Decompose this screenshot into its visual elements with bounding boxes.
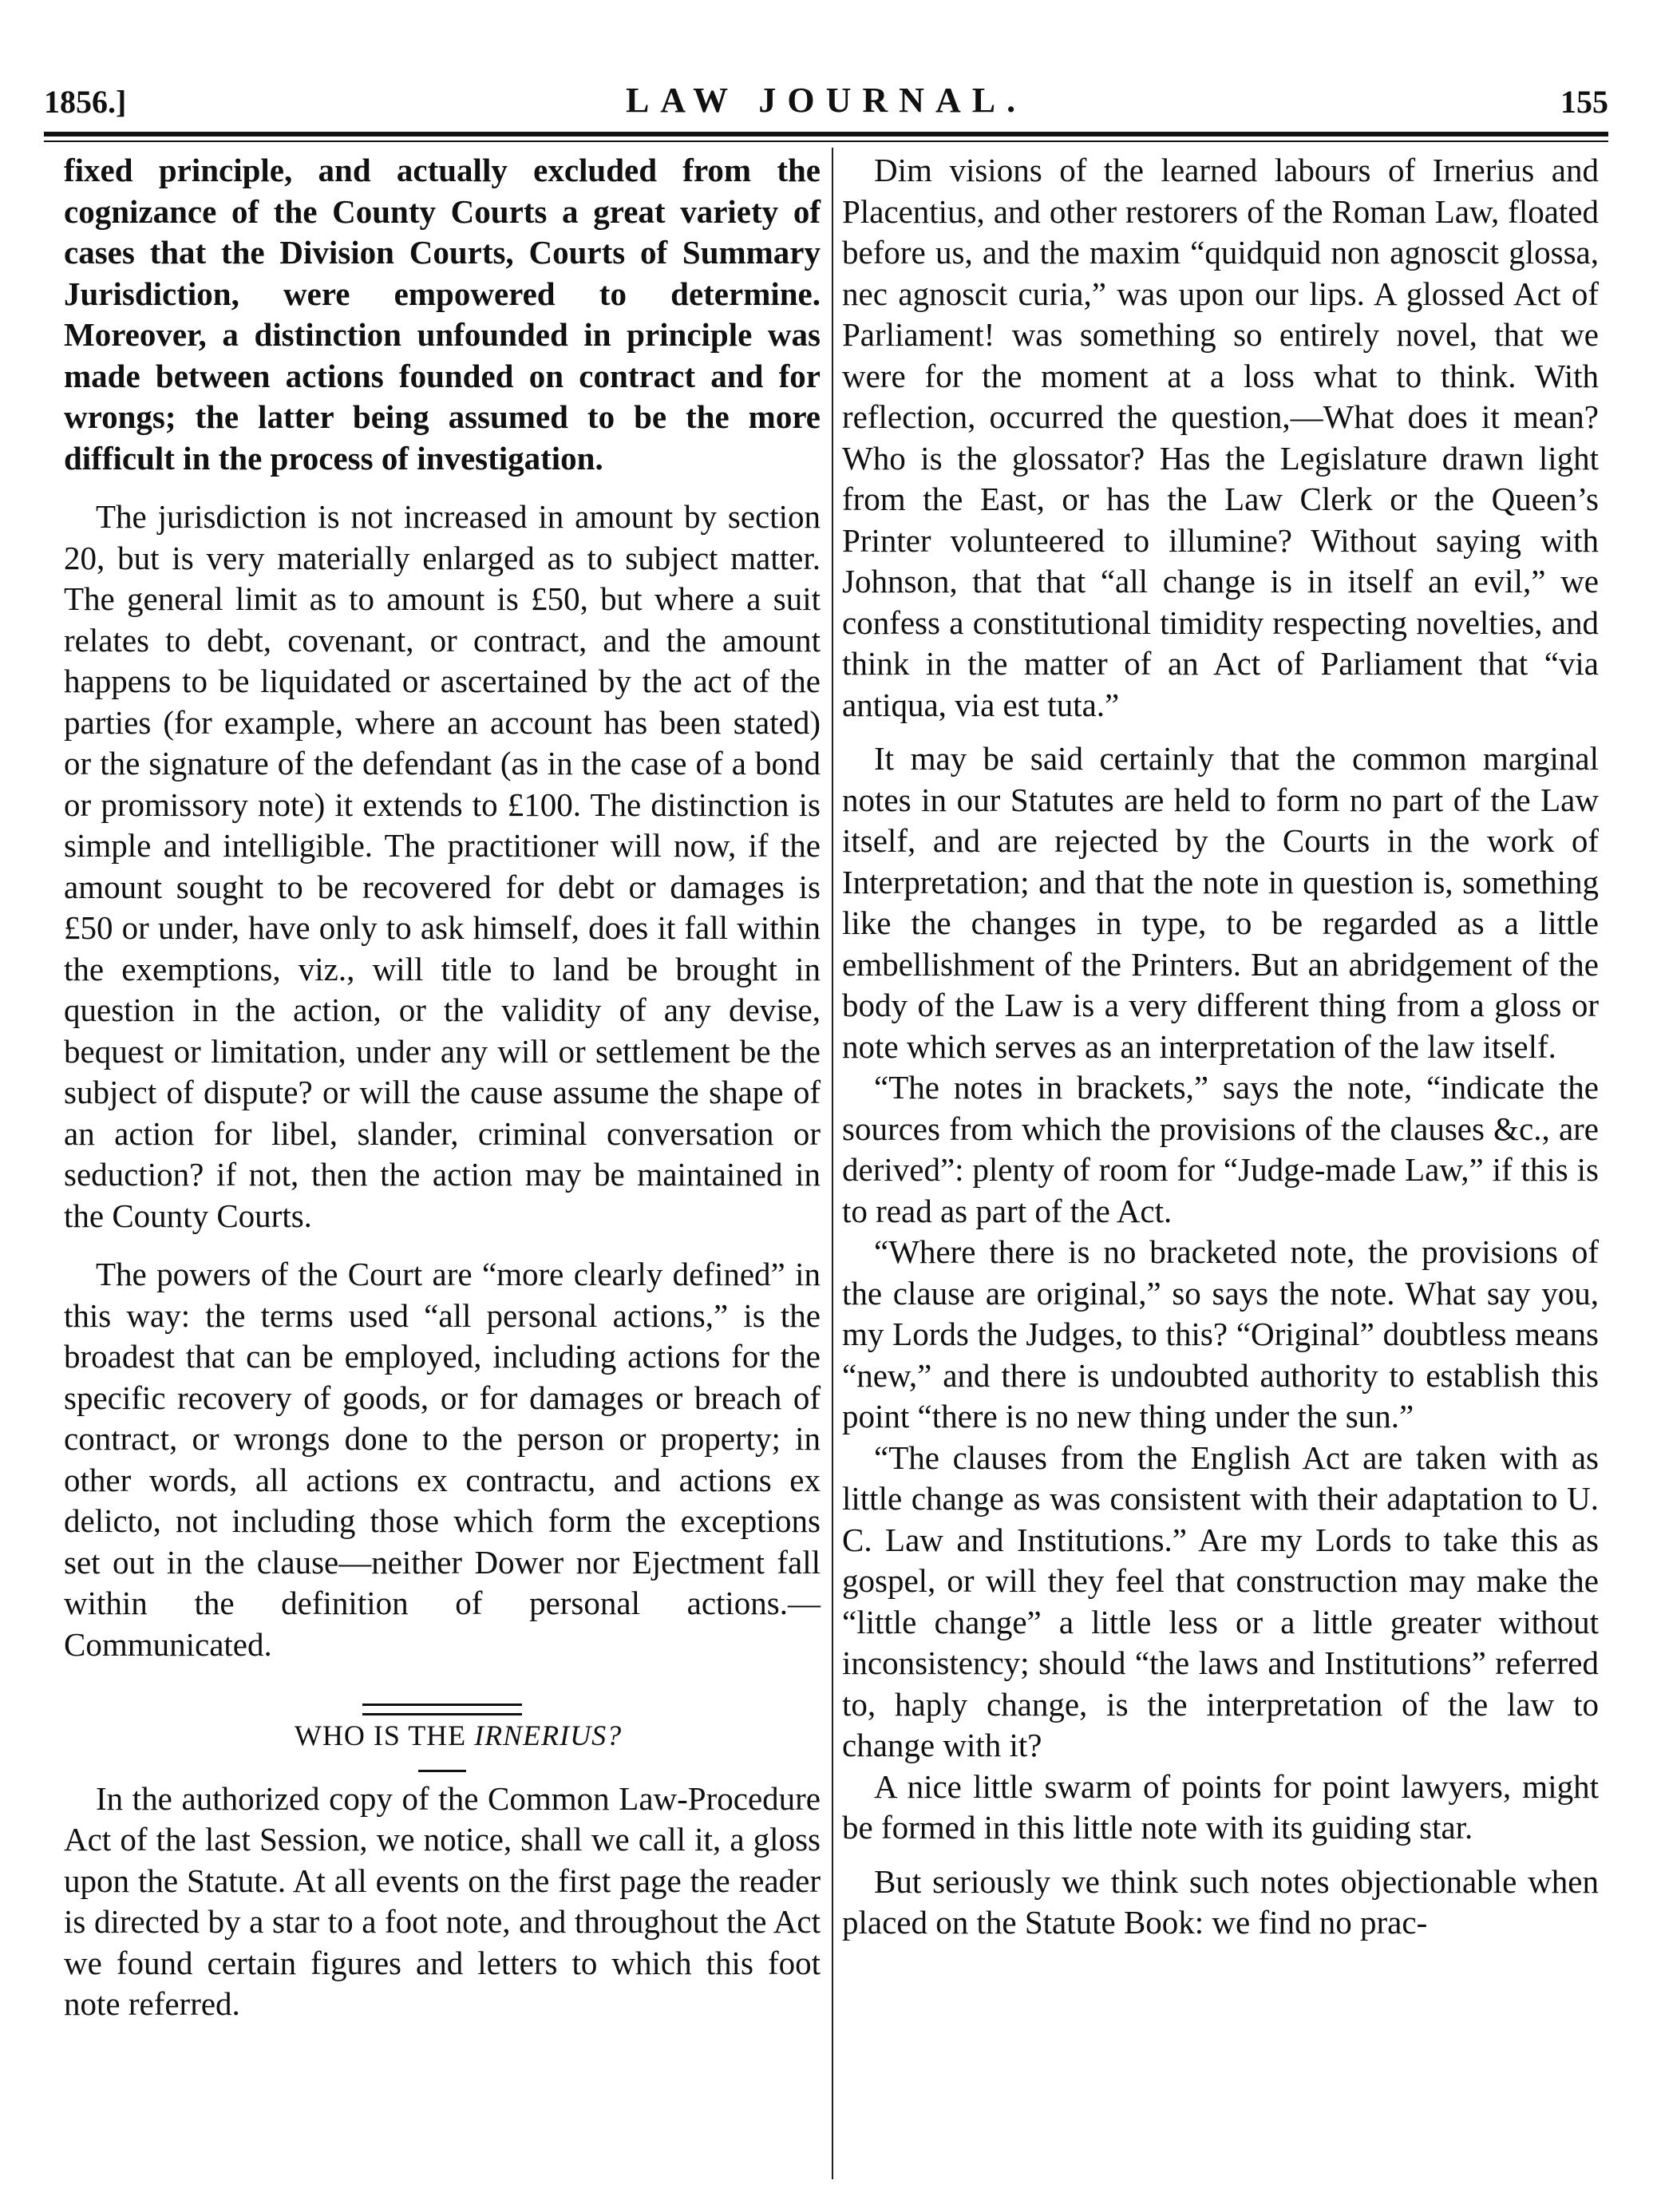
right-paragraph-5: “The clauses from the English Act are taken with as little change as was consistent with their adaptation to U. C. Law and Institutions.” Are my Lords to take this as gospel, or will they feel that construction may make the “little change” a little less or a little greater without inconsistency; should “the laws and Institutions” referred to, haply change, is the interpretation of the law to change with it?: [842, 1438, 1599, 1763]
section-title-underline: [418, 1770, 466, 1772]
section-title-prefix: WHO IS THE: [294, 1719, 475, 1751]
header-rule-thin: [44, 140, 1608, 142]
section-title-name: IRNERIUS?: [474, 1719, 623, 1751]
left-paragraph-2: The jurisdiction is not increased in amount by section 20, but is very materially enlarged as to subject matter. The general limit as to amount is £50, but where a suit relates to debt, covenant, or contract, and the amount happens to be liquidated or ascertained by the act of the parties (for example, where an account has been stated) or the signature of the defendant (as in the case of a bond or promissory note) it extends to £100. The distinction is simple and intelligible. The practitioner will now, if the amount sought to be recovered for debt or damages is £50 or under, have only to ask himself, does it fall within the exemptions, viz., will title to land be brought in question in the action, or the validity of any devise, bequest or limitation, under any will or settlement be the subject of dispute? or will the cause assume the shape of an action for libel, slander, criminal conversation or seduction? if not, then the action may be maintained in the County Courts.: [64, 498, 821, 1234]
right-paragraph-6: A nice little swarm of points for point lawyers, might be formed in this little note with its guiding star.: [842, 1767, 1599, 1846]
section-separator: [362, 1704, 522, 1715]
left-paragraph-1: fixed principle, and actually excluded from the cognizance of the County Courts a great variety of cases that the Division Courts, Courts of Summary Jurisdiction, were empowered to determine. Moreover, a distinction unfounded in principle was made between actions founded on contract and for wrongs; the latter being assumed to be the more difficult in the process of investigation.: [64, 152, 821, 477]
right-paragraph-1: Dim visions of the learned labours of Irnerius and Placentius, and other restorers of the Roman Law, floated before us, and the maxim “quidquid non agnoscit glossa, nec agnoscit curia,” was upon our lips. A glossed Act of Parliament! was something so entirely novel, that we were for the moment at a loss what to think. With reflection, occurred the question,—What does it mean? Who is the glossator? Has the Legislature drawn light from the East, or has the Law Clerk or the Queen’s Printer volunteered to illumine? Without saying with Johnson, that that “all change is in itself an evil,” we confess a constitutional timidity respecting novelties, and think in the matter of an Act of Parliament that “via antiqua, via est tuta.”: [842, 152, 1599, 723]
page-number: 155: [1560, 84, 1608, 120]
right-column: [842, 150, 1599, 1944]
left-paragraph-4: In the authorized copy of the Common Law-Procedure Act of the last Session, we notice, shall we call it, a gloss upon the Statute. At all events on the first page the reader is directed by a star to a foot note, and throughout the Act we found certain figures and letters to which this foot note referred.: [64, 1779, 821, 2022]
running-header: [44, 77, 1608, 125]
section-title: [64, 1715, 821, 1757]
header-rule-thick: [44, 132, 1608, 137]
column-divider: [832, 148, 833, 2179]
left-paragraph-3: The powers of the Court are “more clearly defined” in this way: the terms used “all personal actions,” is the broadest that can be employed, including actions for the specific recovery of goods, or for damages or breach of contract, or wrongs done to the person or property; in other words, all actions ex contractu, and actions ex delicto, not including those which form the exceptions set out in the clause—neither Dower nor Ejectment fall within the definition of personal actions.—Communicated.: [64, 1256, 821, 1663]
right-paragraph-7: But seriously we think such notes objectionable when placed on the Statute Book: we find no prac-: [842, 1862, 1599, 1941]
header-year: 1856.]: [44, 84, 127, 120]
left-column: [64, 150, 821, 2025]
header-title: LAW JOURNAL.: [625, 81, 1027, 120]
right-paragraph-3: “The notes in brackets,” says the note, “indicate the sources from which the provisions of the clauses &c., are derived”: plenty of room for “Judge-made Law,” if this is to read as part of the Act.: [842, 1069, 1599, 1229]
right-paragraph-4: “Where there is no bracketed note, the provisions of the clause are original,” so says the note. What say you, my Lords the Judges, to this? “Original” doubtless means “new,” and there is undoubted authority to establish this point “there is no new thing under the sun.”: [842, 1233, 1599, 1434]
right-paragraph-2: It may be said certainly that the common marginal notes in our Statutes are held to form no part of the Law itself, and are rejected by the Courts in the work of Interpretation; and that the note in question is, something like the changes in type, to be regarded as a little embellishment of the Printers. But an abridgement of the body of the Law is a very different thing from a gloss or note which serves as an interpretation of the law itself.: [842, 740, 1599, 1065]
